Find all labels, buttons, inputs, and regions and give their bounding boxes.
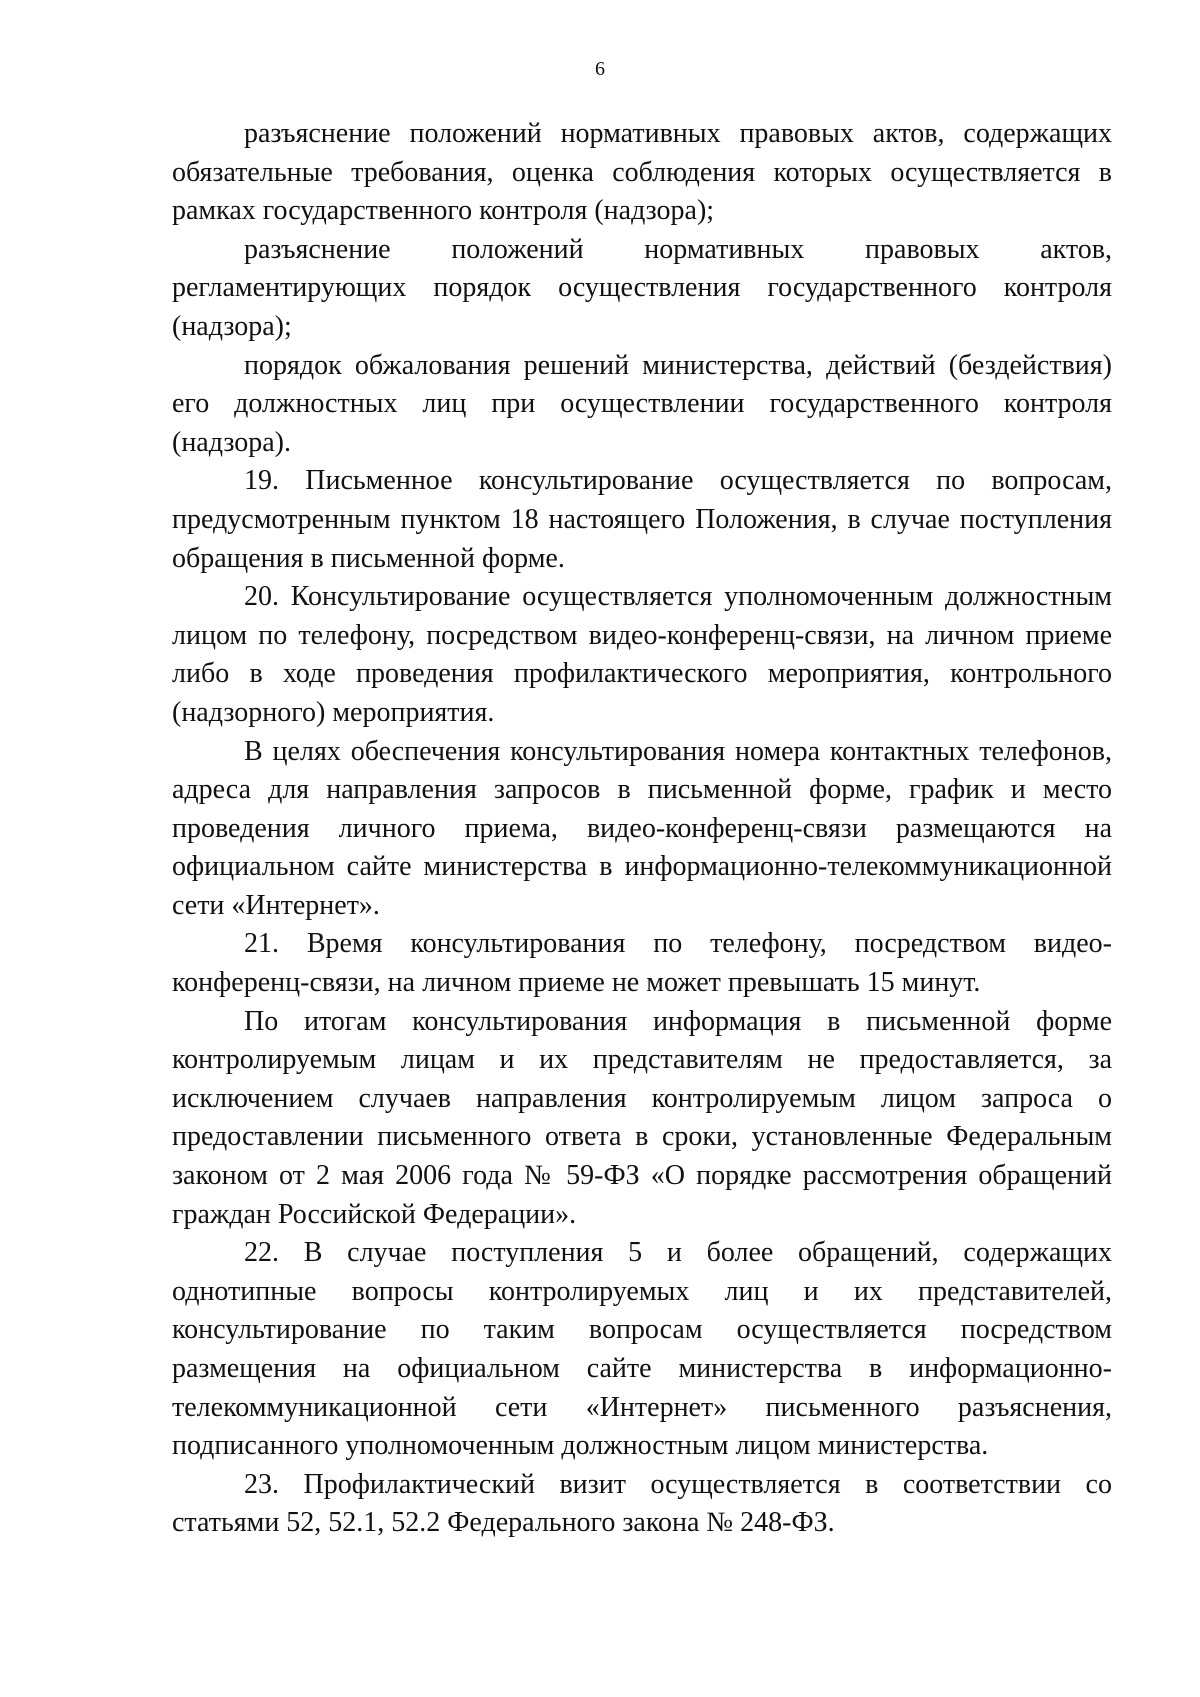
paragraph-item-20: 20. Консультирование осуществляется уполномоченным должностным лицом по телефону, посредством видео-конференц-связи, на личном приеме либо в ходе проведения профилактического мероприятия, контрольного (надзорного) мероприятия. (172, 581, 1112, 728)
page-number: 6 (595, 58, 605, 80)
paragraph-item-22: 22. В случае поступления 5 и более обращений, содержащих однотипные вопросы контролируемых лиц и их представителей, консультирование по таким вопросам осуществляется посредством размещения на официальном сайте министерства в информационно-телекоммуникационной сети «Интернет» письменного разъяснения, подписанного уполномоченным должностным лицом министерства. (172, 1237, 1112, 1462)
paragraph-clarification-requirements: разъяснение положений нормативных правовых актов, содержащих обязательные требования, оценка соблюдения которых осуществляется в рамках государственного контроля (надзора); (172, 118, 1112, 227)
paragraph-item-19: 19. Письменное консультирование осуществляется по вопросам, предусмотренным пунктом 18 настоящего Положения, в случае поступления обращения в письменной форме. (172, 465, 1112, 574)
paragraph-written-response: По итогам консультирования информация в письменной форме контролируемым лицам и их представителям не предоставляется, за исключением случаев направления контролируемым лицом запроса о предоставлении письменного ответа в сроки, установленные Федеральным законом от 2 мая 2006 года № 59-ФЗ «О порядке рассмотрения обращений граждан Российской Федерации». (172, 1005, 1112, 1230)
document-body (172, 115, 1112, 1543)
paragraph-item-21: 21. Время консультирования по телефону, посредством видео-конференц-связи, на личном приеме не может превышать 15 минут. (172, 928, 1112, 999)
paragraph-item-23: 23. Профилактический визит осуществляется в соответствии со статьями 52, 52.1, 52.2 Федерального закона № 248-ФЗ. (172, 1468, 1112, 1539)
paragraph-clarification-procedure: разъяснение положений нормативных правовых актов, регламентирующих порядок осуществления государственного контроля (надзора); (172, 233, 1112, 342)
paragraph-contact-info: В целях обеспечения консультирования номера контактных телефонов, адреса для направления запросов в письменной форме, график и место проведения личного приема, видео-конференц-связи размещаются на официальном сайте министерства в информационно-телекоммуникационной сети «Интернет». (172, 735, 1112, 921)
paragraph-appeal-procedure: порядок обжалования решений министерства, действий (бездействия) его должностных лиц при осуществлении государственного контроля (надзора). (172, 349, 1112, 458)
